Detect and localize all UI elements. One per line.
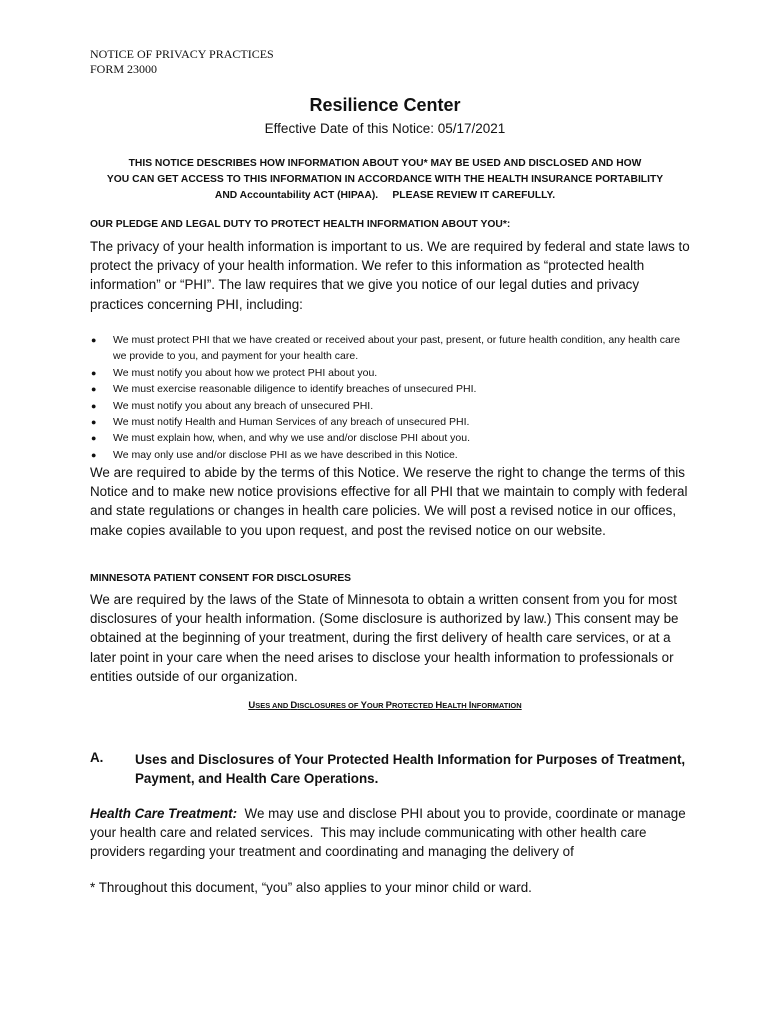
minnesota-heading: MINNESOTA PATIENT CONSENT FOR DISCLOSURES [90, 573, 352, 584]
list-item [90, 381, 690, 397]
list-item-text: We must notify you about how we protect PHI about you. [113, 366, 378, 379]
bullet-icon: ● [91, 335, 97, 345]
title-cap: U [248, 700, 256, 711]
effective-date: Effective Date of this Notice: 05/17/2021 [264, 121, 506, 136]
bullet-icon: ● [91, 384, 97, 395]
form-name: NOTICE OF PRIVACY PRACTICES [90, 47, 274, 61]
footnote: * Throughout this document, “you” also applies to your minor child or ward. [90, 880, 532, 895]
list-item [90, 430, 690, 446]
list-item-text: We must explain how, when, and why we use and/or disclose PHI about you. [113, 432, 471, 445]
title-smallcaps: NFORMATION [471, 701, 522, 710]
list-item-text: We must exercise reasonable diligence to identify breaches of unsecured PHI. [113, 383, 477, 396]
pledge-list [90, 332, 690, 463]
notice-line: AND Accountability ACT (HIPAA). PLEASE REVIEW IT CAREFULLY. [214, 190, 556, 201]
list-item [90, 398, 690, 414]
notice-line: YOU CAN GET ACCESS TO THIS INFORMATION IN ACCORDANCE WITH THE HEALTH INSURANCE PORTABILITY [106, 174, 664, 185]
document-title: Resilience Center [309, 95, 461, 115]
bullet-icon: ● [91, 433, 97, 444]
list-item-text: We must notify you about any breach of unsecured PHI. [113, 399, 374, 412]
section-a-letter: A. [90, 750, 104, 765]
uses-disclosures-title [0, 700, 770, 711]
list-item [90, 414, 690, 430]
title-smallcaps: ISCLOSURES OF [297, 701, 361, 710]
treatment-paragraph [90, 804, 690, 862]
list-item-text: We must protect PHI that we have created or received about your past, present, or future health condition, any health care we provide to you, and payment for your health care. [113, 334, 681, 363]
treatment-text: We may use and disclose PHI about you to provide, coordinate or manage your health care and related services. This may include communicating with other health care providers regarding your treatment and coordinating and managing the delivery of [90, 806, 690, 860]
title-cap: D [290, 700, 298, 711]
list-item [90, 447, 690, 463]
title-cap: I [468, 700, 472, 711]
notice-line: THIS NOTICE DESCRIBES HOW INFORMATION ABOUT YOU* MAY BE USED AND DISCLOSED AND HOW [128, 158, 642, 169]
title-cap: P [385, 700, 392, 711]
list-item-text: We must notify Health and Human Services of any breach of unsecured PHI. [113, 416, 470, 429]
treatment-lead: Health Care Treatment: [90, 806, 238, 821]
pledge-heading: OUR PLEDGE AND LEGAL DUTY TO PROTECT HEALTH INFORMATION ABOUT YOU*: [90, 219, 511, 230]
title-smallcaps: OUR [366, 701, 386, 710]
abide-paragraph: We are required to abide by the terms of this Notice. We reserve the right to change the terms of this Notice and to make new notice provisions effective for all PHI that we maintain to comply with federal and state regulations or changes in health care policies. We will post a revised notice in our offices, make copies available to you upon request, and post the revised notice on our website. [90, 465, 688, 538]
section-a-title: Uses and Disclosures of Your Protected Health Information for Purposes of Treatment, Payment, and Health Care Operations. [135, 752, 686, 786]
bullet-icon: ● [91, 400, 97, 411]
list-item [90, 332, 690, 365]
title-cap: H [435, 700, 443, 711]
bullet-icon: ● [91, 367, 97, 378]
pledge-paragraph: The privacy of your health information is important to us. We are required by federal and state laws to protect the privacy of your health information. We refer to this information as “protected health information” or “PHI”. The law requires that we give you notice of our legal duties and privacy practices concerning PHI, including: [90, 239, 690, 312]
form-number: FORM 23000 [90, 62, 158, 76]
title-smallcaps: EALTH [442, 701, 469, 710]
bullet-icon: ● [91, 417, 97, 428]
notice-statement [100, 156, 670, 204]
list-item-text: We may only use and/or disclose PHI as we have described in this Notice. [113, 448, 458, 461]
minnesota-paragraph: We are required by the laws of the State of Minnesota to obtain a written consent from you for most disclosures of your health information. (Some disclosure is authorized by law.) This consent may be obtained at the beginning of your treatment, during the first delivery of health care services, or at a later point in your care when the need arises to disclose your health information to professionals or entities outside of our organization. [90, 592, 679, 684]
title-smallcaps: SES AND [255, 701, 291, 710]
title-cap: Y [360, 700, 367, 711]
bullet-icon: ● [91, 449, 97, 460]
title-smallcaps: ROTECTED [392, 701, 436, 710]
list-item [90, 365, 690, 381]
